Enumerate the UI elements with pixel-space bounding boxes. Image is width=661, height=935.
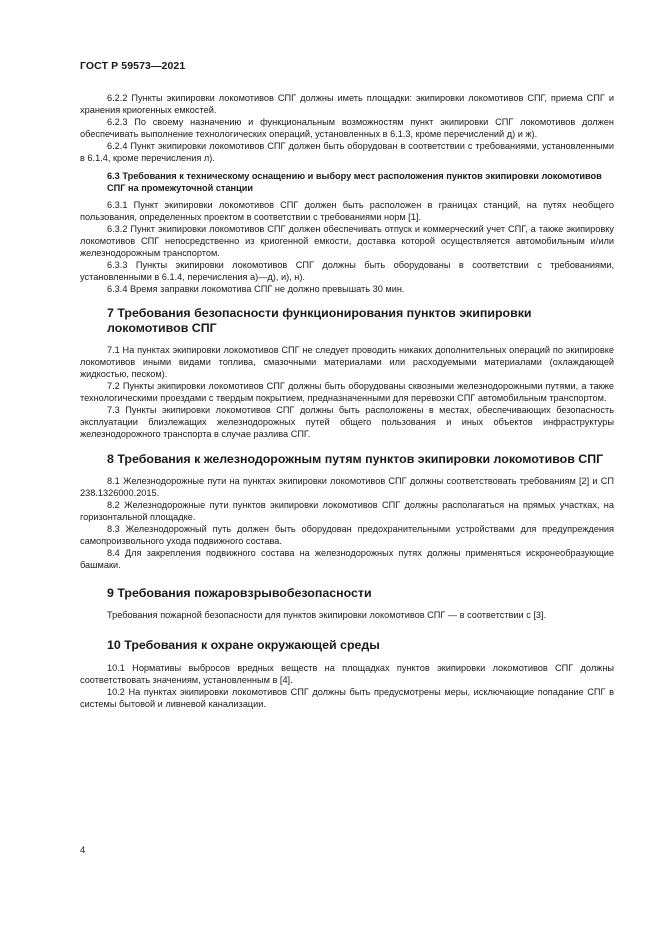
- section-heading-7: 7 Требования безопасности функционирования пунктов экипировки локомотивов СПГ: [107, 305, 532, 335]
- clause-10-2: 10.2 На пунктах экипировки локомотивов СПГ должны быть предусмотрены меры, исключающие попадание СПГ в системы бытовой и ливневой канализации.: [80, 686, 614, 709]
- clause-6-2-3: 6.2.3 По своему назначению и функциональным возможностям пункт экипировки СПГ локомотивов должен обеспечивать выполнение технологических операций, установленных в 6.1.3, кроме перечислений д) и ж).: [80, 117, 614, 140]
- clause-8-3: 8.3 Железнодорожный путь должен быть оборудован предохранительными устройствами для предупреждения самопроизвольного ухода подвижного состава.: [80, 524, 614, 547]
- clause-9: Требования пожарной безопасности для пунктов экипировки локомотивов СПГ — в соответствии с [3].: [107, 610, 547, 620]
- clause-8-4: 8.4 Для закрепления подвижного состава на железнодорожных путях должны применяться искронеобразующие башмаки.: [80, 548, 614, 571]
- document-body: [80, 92, 614, 710]
- clause-6-3-2: 6.3.2 Пункт экипировки локомотивов СПГ должен обеспечивать отпуск и коммерческий учет СПГ, а также экипировку локомотивов СПГ непосредственно из криогенной емкости, доставка которой осуществляется автомобильным и/или железнодорожным транспортом.: [80, 223, 614, 259]
- clause-7-2: 7.2 Пункты экипировки локомотивов СПГ должны быть оборудованы сквозными железнодорожными путями, а также технологическими проездами с твердым покрытием, предназначенными для перевозки СПГ автомобильным транспортом.: [80, 380, 614, 403]
- section-heading-8: 8 Требования к железнодорожным путям пунктов экипировки локомотивов СПГ: [107, 452, 604, 467]
- subsection-heading-6-3: 6.3 Требования к техническому оснащению и выбору мест расположения пунктов экипировки локомотивов СПГ на промежуточной станции: [107, 170, 602, 193]
- clause-6-2-2: 6.2.2 Пункты экипировки локомотивов СПГ должны иметь площадки: экипировки локомотивов СПГ, приема СПГ и хранения криогенных емкостей.: [80, 93, 614, 116]
- section-heading-10: 10 Требования к охране окружающей среды: [107, 638, 380, 653]
- clause-6-2-4: 6.2.4 Пункт экипировки локомотивов СПГ должен быть оборудован в соответствии с требованиями, установленными в 6.1.4, кроме перечисления л).: [80, 141, 614, 164]
- clause-10-1: 10.1 Нормативы выбросов вредных веществ на площадках пунктов экипировки локомотивов СПГ должны соответствовать значениям, установленным в [4].: [80, 662, 614, 685]
- document-header: ГОСТ Р 59573—2021: [80, 60, 186, 72]
- clause-8-2: 8.2 Железнодорожные пути пунктов экипировки локомотивов СПГ должны располагаться на прямых участках, на горизонтальной площадке.: [80, 499, 614, 523]
- clause-7-1: 7.1 На пунктах экипировки локомотивов СПГ не следует проводить никаких дополнительных операций по экипировке локомотивов иными видами топлива, смазочными материалами или расходуемыми материалами (охлаждающей жидкостью, песком).: [80, 344, 614, 379]
- clause-8-1: 8.1 Железнодорожные пути на пунктах экипировки локомотивов СПГ должны соответствовать требованиям [2] и СП 238.1326000.2015.: [80, 475, 614, 498]
- clause-6-3-1: 6.3.1 Пункт экипировки локомотивов СПГ должен быть расположен в границах станций, на путях необщего пользования, определенных проектом в соответствии с требованиями норм [1].: [80, 199, 614, 222]
- clause-6-3-3: 6.3.3 Пункты экипировки локомотивов СПГ должны быть оборудованы в соответствии с требованиями, установленными в 6.1.4, перечисления а)—д), и), н).: [80, 260, 614, 283]
- page-number: 4: [80, 845, 86, 856]
- clause-6-3-4: 6.3.4 Время заправки локомотива СПГ не должно превышать 30 мин.: [107, 284, 405, 295]
- clause-7-3: 7.3 Пункты экипировки локомотивов СПГ должны быть расположены в местах, обеспечивающих безопасность эксплуатации близлежащих железнодорожных путей общего пользования и иных объектов инфраструктуры железнодорожного транспорта в случае разлива СПГ.: [80, 404, 614, 440]
- section-heading-9: 9 Требования пожаровзрывобезопасности: [107, 585, 372, 600]
